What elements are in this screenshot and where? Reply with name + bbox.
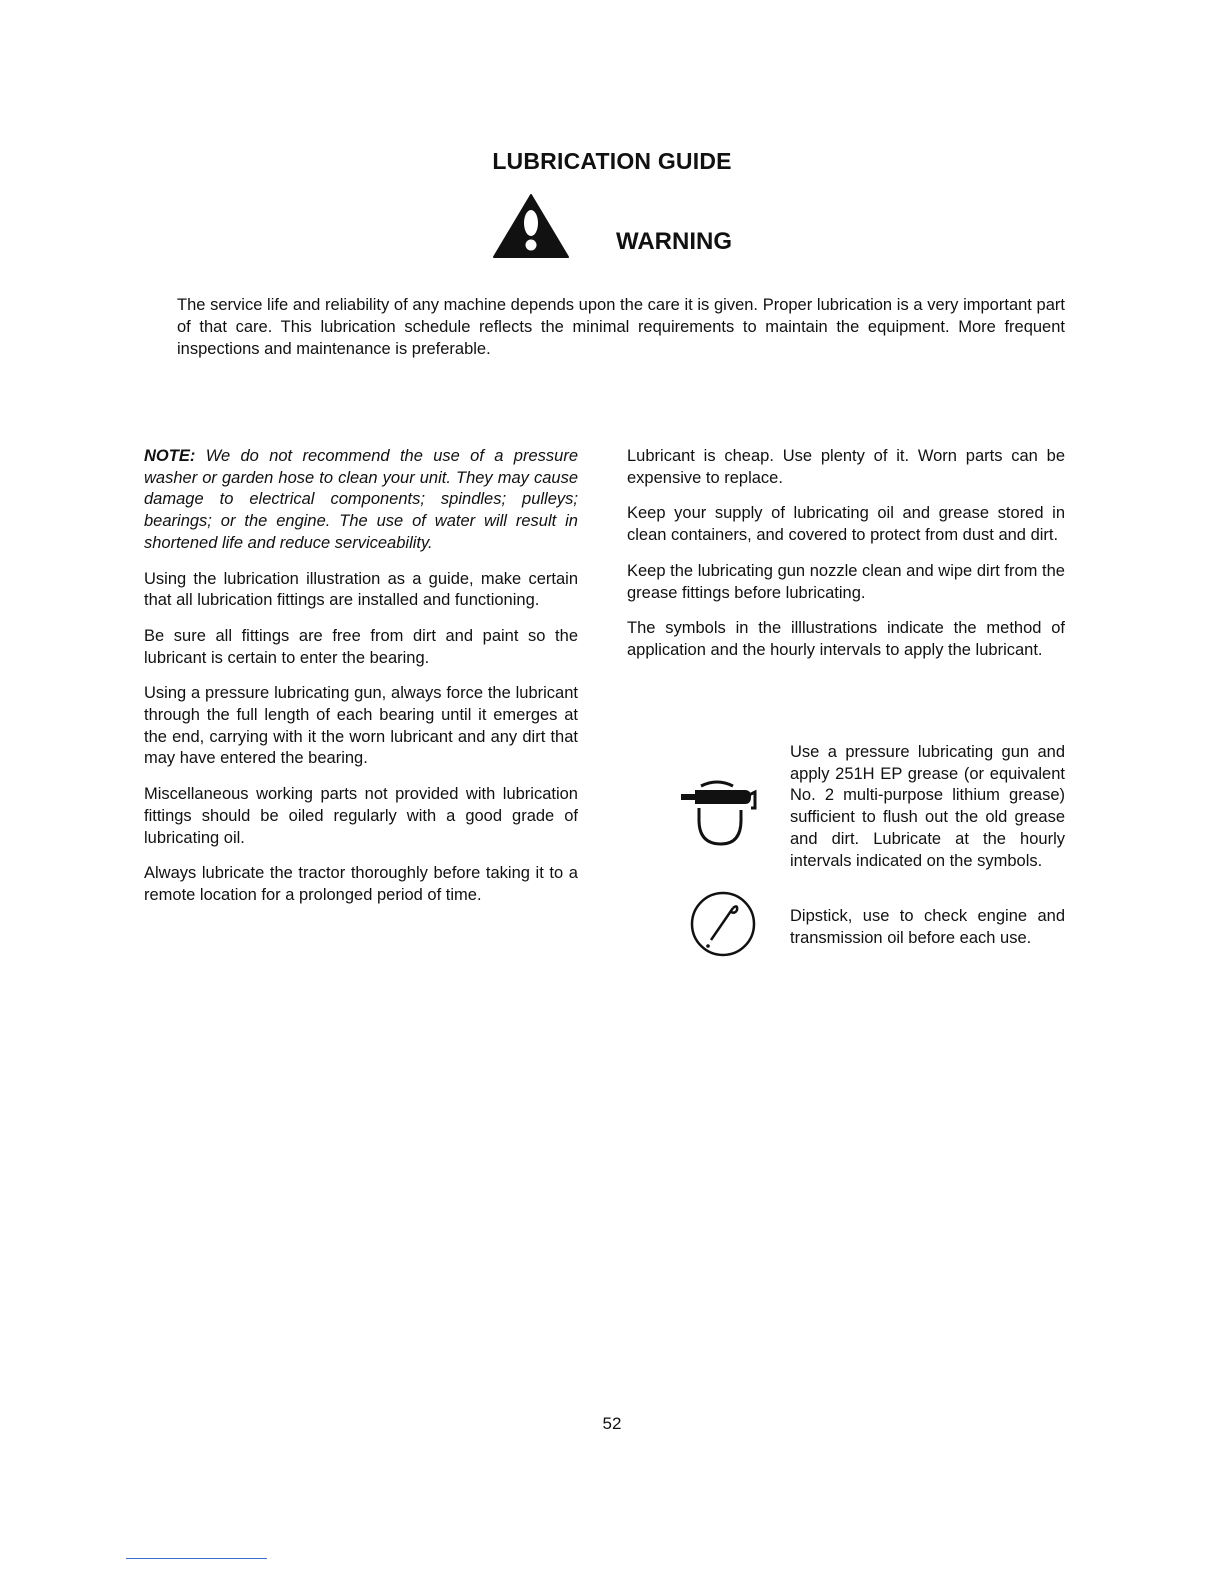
right-paragraph: Keep your supply of lubricating oil and grease stored in clean containers, and covered to protect from dust and dirt. (627, 504, 1065, 545)
note-paragraph (144, 446, 578, 555)
dipstick-icon (689, 890, 757, 958)
page-title: LUBRICATION GUIDE (492, 148, 732, 174)
intro-paragraph: The service life and reliability of any machine depends upon the care it is given. Proper lubrication is a very important part of that care. This lubrication schedule reflects the minimal requirements to maintain the equipment. More frequent inspections and maintenance is preferable. (177, 296, 1065, 358)
note-text: We do not recommend the use of a pressure washer or garden hose to clean your unit. They may cause damage to electrical components; spindles; pulleys; bearings; or the engine. The use of water will result in shortened life and reduce serviceability. (144, 447, 578, 552)
right-paragraph: Keep the lubricating gun nozzle clean and wipe dirt from the grease fittings before lubricating. (627, 561, 1065, 602)
right-paragraph: Lubricant is cheap. Use plenty of it. Worn parts can be expensive to replace. (627, 447, 1065, 487)
left-paragraph: Miscellaneous working parts not provided with lubrication fittings should be oiled regularly with a good grade of lubricating oil. (144, 785, 578, 847)
left-paragraph: Be sure all fittings are free from dirt and paint so the lubricant is certain to enter the bearing. (144, 626, 578, 667)
dipstick-symbol-row (627, 906, 1065, 978)
grease-gun-icon (679, 778, 761, 850)
left-paragraph: Using the lubrication illustration as a guide, make certain that all lubrication fittings are installed and functioning. (144, 569, 578, 610)
right-paragraph: The symbols in the illlustrations indicate the method of application and the hourly intervals to apply the lubricant. (627, 619, 1065, 659)
dipstick-symbol-text: Dipstick, use to check engine and transmission oil before each use. (790, 907, 1065, 947)
grease-symbol-text: Use a pressure lubricating gun and apply 251H EP grease (or equivalent No. 2 multi-purpose lithium grease) sufficient to flush out the old grease and dirt. Lubricate at the hourly intervals indicated on the symbols. (790, 743, 1065, 870)
warning-triangle-icon (492, 193, 570, 259)
left-paragraph: Always lubricate the tractor thoroughly before taking it to a remote location for a prolonged period of time. (144, 864, 578, 904)
left-paragraph: Using a pressure lubricating gun, always force the lubricant through the full length of each bearing until it emerges at the end, carrying with it the worn lubricant and any dirt that may have entered the bearing. (144, 684, 578, 768)
left-column (144, 446, 578, 921)
grease-symbol-row (627, 742, 1065, 892)
note-label: NOTE: (144, 447, 196, 465)
page-number: 52 (602, 1414, 622, 1433)
right-column (627, 446, 1065, 947)
footer-rule (126, 1558, 267, 1559)
warning-label: WARNING (616, 228, 732, 255)
